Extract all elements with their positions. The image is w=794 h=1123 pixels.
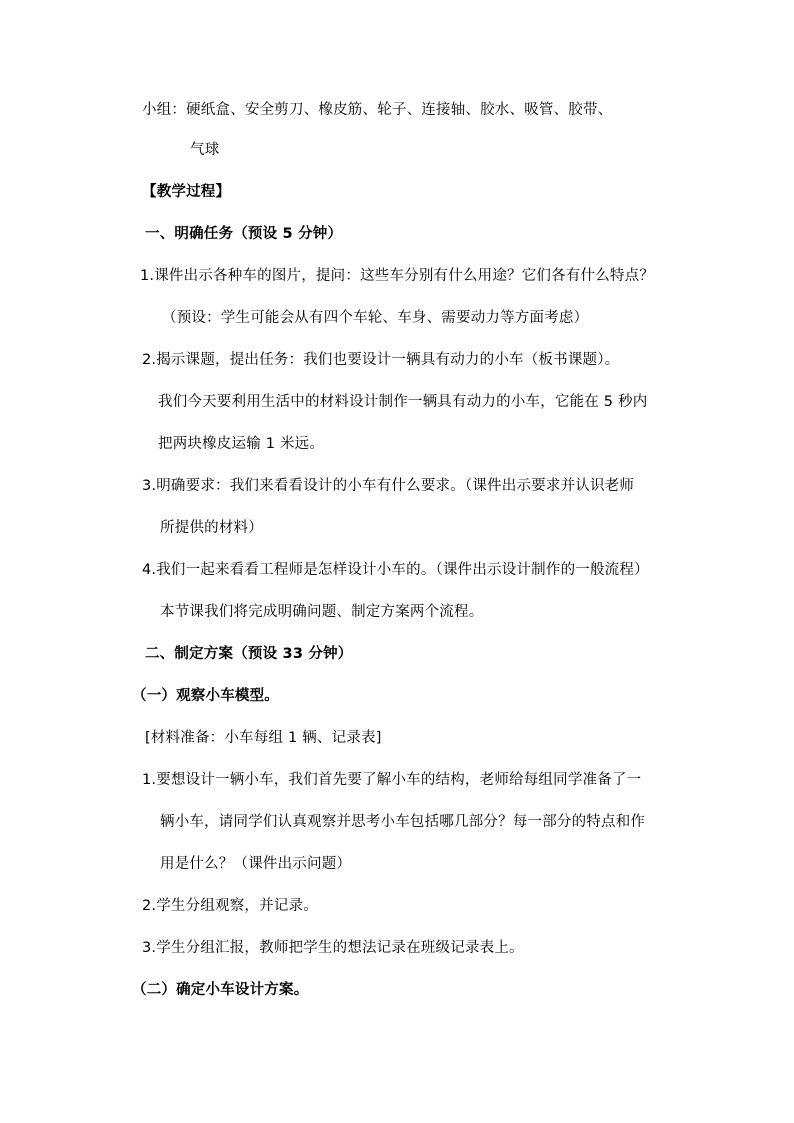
item-1-2-line: 2.揭示课题，提出任务：我们也要设计一辆具有动力的小车（板书课题）。 <box>142 352 620 368</box>
item-1-3-cont-line: 所提供的材料） <box>160 520 263 536</box>
item-2-1-cont-b-line: 用是什么？（课件出示问题） <box>160 856 352 872</box>
item-1-1-line: 1.课件出示各种车的图片，提问：这些车分别有什么用途？它们各有什么特点？ <box>140 268 655 284</box>
item-2-2-line: 2.学生分组观察，并记录。 <box>142 898 318 914</box>
item-1-1-note-line: （预设：学生可能会从有四个车轮、车身、需要动力等方面考虑） <box>162 310 589 326</box>
materials-group-line: 小组：硬纸盒、安全剪刀、橡皮筋、轮子、连接轴、胶水、吸管、胶带、 <box>142 102 613 118</box>
item-1-4-cont-line: 本节课我们将完成明确问题、制定方案两个流程。 <box>160 604 484 620</box>
materials-prep-line: [材料准备：小车每组 1 辆、记录表] <box>145 730 382 746</box>
item-2-3-line: 3.学生分组汇报，教师把学生的想法记录在班级记录表上。 <box>142 940 524 956</box>
section-1-heading: 一、明确任务（预设 5 分钟） <box>145 226 343 242</box>
section-2-heading: 二、制定方案（预设 33 分钟） <box>145 646 353 662</box>
item-1-2-cont-a-line: 我们今天要利用生活中的材料设计制作一辆具有动力的小车，它能在 5 秒内 <box>158 394 648 410</box>
item-2-1-line: 1.要想设计一辆小车，我们首先要了解小车的结构，老师给每组同学准备了一 <box>142 772 642 788</box>
teaching-process-heading: 【教学过程】 <box>142 184 231 200</box>
item-1-3-line: 3.明确要求：我们来看看设计的小车有什么要求。（课件出示要求并认识老师 <box>142 478 635 494</box>
item-2-1-cont-a-line: 辆小车，请同学们认真观察并思考小车包括哪几部分？每一部分的特点和作 <box>160 814 646 830</box>
materials-group-cont-line: 气球 <box>190 142 220 158</box>
subsection-2-1-heading: （一）观察小车模型。 <box>132 688 279 704</box>
item-1-4-line: 4.我们一起来看看工程师是怎样设计小车的。（课件出示设计制作的一般流程） <box>142 562 649 578</box>
item-1-2-cont-b-line: 把两块橡皮运输 1 米远。 <box>158 436 325 452</box>
subsection-2-2-heading: （二）确定小车设计方案。 <box>132 982 309 998</box>
